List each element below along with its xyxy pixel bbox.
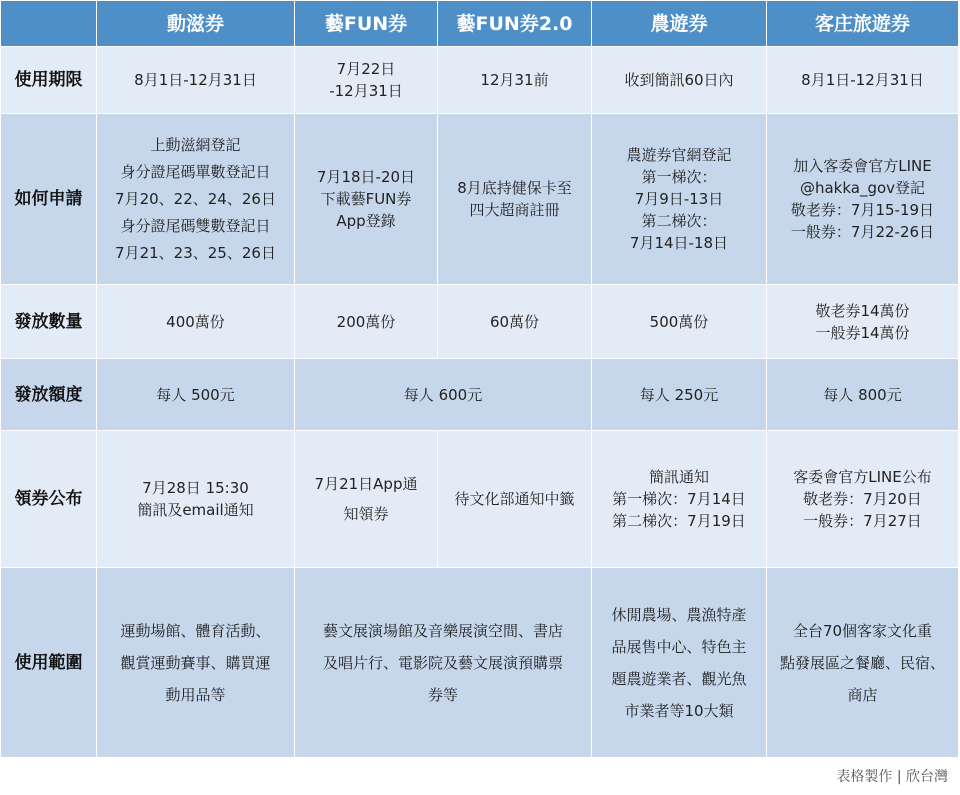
row-label-announce: 領券公布 <box>1 431 97 568</box>
table-credit: 表格製作 | 欣台灣 <box>836 769 948 785</box>
header-row <box>1 1 959 47</box>
cell-amount-sports: 每人 500元 <box>97 359 295 431</box>
cell-apply-arts2: 8月底持健保卡至 四大超商註冊 <box>438 114 592 285</box>
row-apply <box>1 114 959 285</box>
row-quantity <box>1 285 959 359</box>
cell-period-arts2: 12月31前 <box>438 47 592 114</box>
cell-announce-farm: 簡訊通知 第一梯次：7月14日 第二梯次：7月19日 <box>592 431 767 568</box>
cell-announce-sports: 7月28日 15:30 簡訊及email通知 <box>97 431 295 568</box>
header-farm-travel-voucher: 農遊券 <box>592 1 767 47</box>
cell-apply-farm: 農遊券官網登記 第一梯次： 7月9日-13日 第二梯次： 7月14日-18日 <box>592 114 767 285</box>
cell-amount-farm: 每人 250元 <box>592 359 767 431</box>
row-amount <box>1 359 959 431</box>
cell-apply-hakka: 加入客委會官方LINE @hakka_gov登記 敬老券：7月15-19日 一般券：7月22-26日 <box>767 114 959 285</box>
cell-quantity-farm: 500萬份 <box>592 285 767 359</box>
row-label-apply: 如何申請 <box>1 114 97 285</box>
row-scope <box>1 568 959 758</box>
header-arts-fun-voucher-2: 藝FUN券2.0 <box>438 1 592 47</box>
cell-scope-sports: 運動場館、體育活動、 觀賞運動賽事、購買運 動用品等 <box>97 568 295 758</box>
cell-amount-arts: 每人 600元 <box>295 359 592 431</box>
row-label-period: 使用期限 <box>1 47 97 114</box>
cell-announce-hakka: 客委會官方LINE公布 敬老券：7月20日 一般券：7月27日 <box>767 431 959 568</box>
header-hakka-travel-voucher: 客庄旅遊券 <box>767 1 959 47</box>
cell-quantity-sports: 400萬份 <box>97 285 295 359</box>
row-period <box>1 47 959 114</box>
cell-announce-arts: 7月21日App通 知領券 <box>295 431 438 568</box>
cell-quantity-hakka: 敬老券14萬份 一般券14萬份 <box>767 285 959 359</box>
cell-apply-arts: 7月18日-20日 下載藝FUN券 App登錄 <box>295 114 438 285</box>
cell-quantity-arts: 200萬份 <box>295 285 438 359</box>
row-label-amount: 發放額度 <box>1 359 97 431</box>
cell-period-farm: 收到簡訊60日內 <box>592 47 767 114</box>
cell-amount-hakka: 每人 800元 <box>767 359 959 431</box>
cell-period-hakka: 8月1日-12月31日 <box>767 47 959 114</box>
cell-scope-arts: 藝文展演場館及音樂展演空間、書店 及唱片行、電影院及藝文展演預購票 券等 <box>295 568 592 758</box>
cell-quantity-arts2: 60萬份 <box>438 285 592 359</box>
cell-scope-hakka: 全台70個客家文化重 點發展區之餐廳、民宿、 商店 <box>767 568 959 758</box>
cell-scope-farm: 休閒農場、農漁特產 品展售中心、特色主 題農遊業者、觀光魚 市業者等10大類 <box>592 568 767 758</box>
row-announce <box>1 431 959 568</box>
row-label-scope: 使用範圍 <box>1 568 97 758</box>
header-corner <box>1 1 97 47</box>
cell-announce-arts2: 待文化部通知中籤 <box>438 431 592 568</box>
cell-apply-sports: 上動滋網登記 身分證尾碼單數登記日 7月20、22、24、26日 身分證尾碼雙數登記日 7月21、23、25、26日 <box>97 114 295 285</box>
header-arts-fun-voucher: 藝FUN券 <box>295 1 438 47</box>
cell-period-arts: 7月22日 -12月31日 <box>295 47 438 114</box>
cell-period-sports: 8月1日-12月31日 <box>97 47 295 114</box>
row-label-quantity: 發放數量 <box>1 285 97 359</box>
header-sports-voucher: 動滋券 <box>97 1 295 47</box>
